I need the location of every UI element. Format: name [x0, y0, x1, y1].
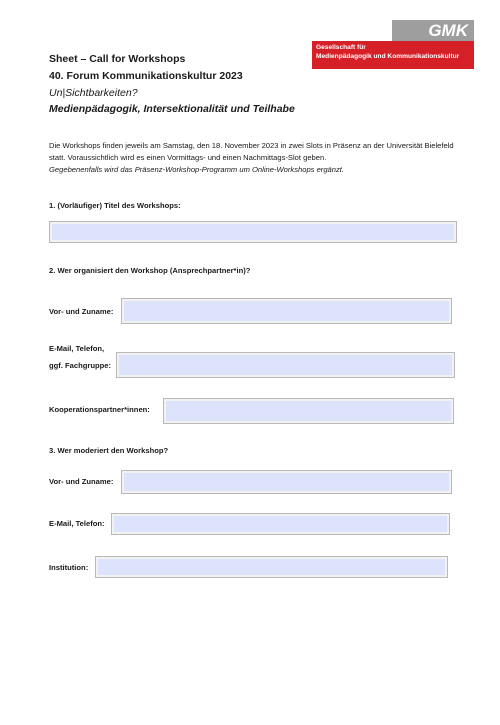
logo-line-2: Medienpädagogik und Kommunikationskultur	[316, 52, 460, 60]
workshop-title-input[interactable]	[49, 221, 457, 243]
logo-org-name	[312, 41, 474, 69]
forum-subtitle: Un|Sichtbarkeiten?	[49, 87, 138, 99]
moderator-contact-input[interactable]	[111, 513, 450, 535]
forum-topic: Medienpädagogik, Intersektionalität und Teilhabe	[49, 103, 295, 115]
institution-label: Institution:	[49, 563, 89, 572]
forum-title: 40. Forum Kommunikationskultur 2023	[49, 70, 243, 82]
cooperation-partners-input[interactable]	[163, 398, 454, 424]
organizer-name-input[interactable]	[121, 298, 452, 324]
gmk-logo	[312, 20, 474, 69]
moderator-name-input[interactable]	[121, 470, 452, 494]
section-3-heading: 3. Wer moderiert den Workshop?	[49, 446, 169, 455]
institution-input[interactable]	[95, 556, 448, 578]
intro-note: Gegebenenfalls wird das Präsenz-Workshop-Programm um Online-Workshops ergänzt.	[49, 165, 345, 174]
sheet-title: Sheet – Call for Workshops	[49, 53, 186, 65]
intro-text: Die Workshops finden jeweils am Samstag, den 18. November 2023 in zwei Slots in Präsenz an der Universität Bielefeld statt. Voraussichtlich wird es einen Vormittags- und einen Nachmittags-Slot geben.	[49, 141, 454, 162]
organizer-contact-label-2: ggf. Fachgruppe:	[49, 361, 112, 370]
moderator-name-label: Vor- und Zuname:	[49, 477, 114, 486]
section-2-heading: 2. Wer organisiert den Workshop (Ansprechpartner*in)?	[49, 266, 251, 275]
logo-line-1: Gesellschaft für	[316, 44, 366, 51]
cooperation-partners-label: Kooperationspartner*innen:	[49, 405, 150, 414]
moderator-contact-label: E-Mail, Telefon:	[49, 519, 105, 528]
logo-abbr: GMK	[392, 20, 474, 41]
organizer-contact-label-1: E-Mail, Telefon,	[49, 344, 105, 353]
section-1-heading: 1. (Vorläufiger) Titel des Workshops:	[49, 201, 181, 210]
organizer-contact-input[interactable]	[116, 352, 455, 378]
organizer-name-label: Vor- und Zuname:	[49, 307, 114, 316]
